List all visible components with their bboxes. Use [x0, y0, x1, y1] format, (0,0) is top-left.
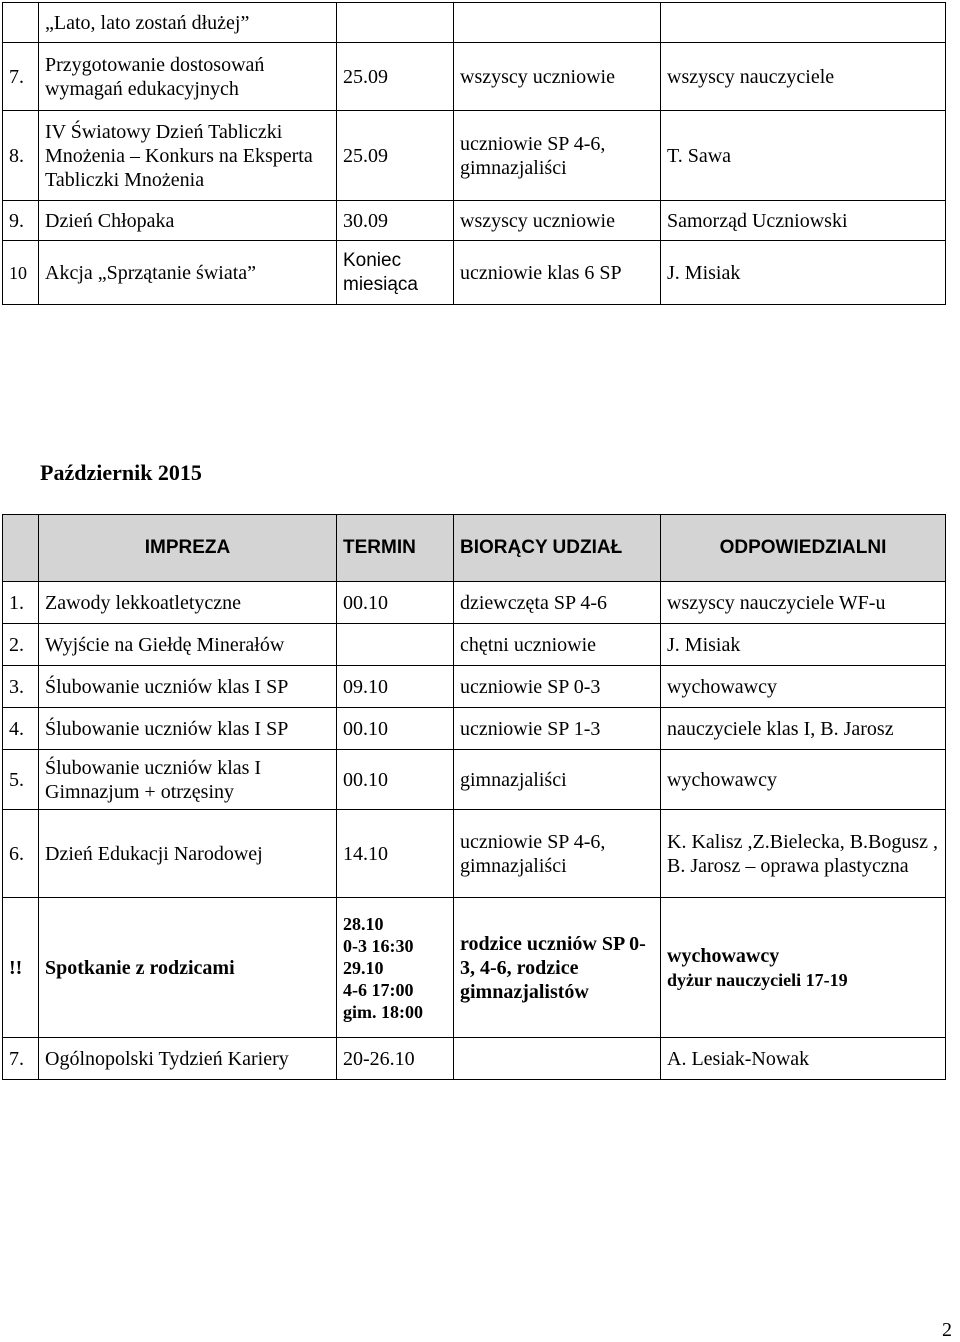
- event-name: Spotkanie z rodzicami: [39, 898, 337, 1038]
- participants: [454, 1038, 661, 1080]
- participants: chętni uczniowie: [454, 624, 661, 666]
- event-name: Akcja „Sprzątanie świata”: [39, 241, 337, 305]
- responsible-note: dyżur nauczycieli 17-19: [667, 969, 848, 990]
- responsible: A. Lesiak-Nowak: [661, 1038, 946, 1080]
- header-participants: BIORĄCY UDZIAŁ: [454, 515, 661, 582]
- row-number: 7.: [3, 1038, 39, 1080]
- meeting-date-2: 29.10: [343, 957, 384, 978]
- meeting-time-3: gim. 18:00: [343, 1001, 423, 1022]
- participants: uczniowie klas 6 SP: [454, 241, 661, 305]
- row-number: !!: [3, 898, 39, 1038]
- event-date: 14.10: [337, 810, 454, 898]
- row-number: 7.: [3, 43, 39, 111]
- responsible: [661, 898, 946, 1038]
- table-row: [3, 666, 946, 708]
- table-row: [3, 708, 946, 750]
- row-number: 4.: [3, 708, 39, 750]
- responsible: Samorząd Uczniowski: [661, 201, 946, 241]
- event-date: 00.10: [337, 708, 454, 750]
- responsible: [661, 3, 946, 43]
- event-name: IV Światowy Dzień Tabliczki Mnożenia – Konkurs na Eksperta Tabliczki Mnożenia: [39, 111, 337, 201]
- responsible: T. Sawa: [661, 111, 946, 201]
- row-number: 1.: [3, 582, 39, 624]
- responsible: wychowawcy: [661, 750, 946, 810]
- event-date: [337, 3, 454, 43]
- table-row: [3, 43, 946, 111]
- table-row: [3, 624, 946, 666]
- responsible: J. Misiak: [661, 624, 946, 666]
- responsible: nauczyciele klas I, B. Jarosz: [661, 708, 946, 750]
- table-row: [3, 750, 946, 810]
- participants: wszyscy uczniowie: [454, 43, 661, 111]
- event-date: 25.09: [337, 111, 454, 201]
- row-number: 6.: [3, 810, 39, 898]
- participants: [454, 3, 661, 43]
- responsible: J. Misiak: [661, 241, 946, 305]
- event-date: Koniec miesiąca: [337, 241, 454, 305]
- september-table: [2, 2, 946, 305]
- participants: uczniowie SP 0-3: [454, 666, 661, 708]
- event-name: Ślubowanie uczniów klas I SP: [39, 666, 337, 708]
- table-row: [3, 3, 946, 43]
- responsible: K. Kalisz ,Z.Bielecka, B.Bogusz , B. Jarosz – oprawa plastyczna: [661, 810, 946, 898]
- event-date: 09.10: [337, 666, 454, 708]
- page-number: 2: [942, 1319, 952, 1341]
- event-date: 20-26.10: [337, 1038, 454, 1080]
- table-row: [3, 241, 946, 305]
- row-number: 9.: [3, 201, 39, 241]
- responsible-main: wychowawcy: [667, 944, 780, 967]
- event-name: Przygotowanie dostosowań wymagań edukacyjnych: [39, 43, 337, 111]
- event-name: Ślubowanie uczniów klas I Gimnazjum + otrzęsiny: [39, 750, 337, 810]
- event-name: Dzień Chłopaka: [39, 201, 337, 241]
- row-number: 8.: [3, 111, 39, 201]
- october-table: [2, 514, 946, 1080]
- table-row: [3, 111, 946, 201]
- header-responsible: ODPOWIEDZIALNI: [661, 515, 946, 582]
- participants: uczniowie SP 4-6, gimnazjaliści: [454, 810, 661, 898]
- table-row: [3, 201, 946, 241]
- participants: wszyscy uczniowie: [454, 201, 661, 241]
- participants: rodzice uczniów SP 0-3, 4-6, rodzice gimnazjalistów: [454, 898, 661, 1038]
- table-row: [3, 898, 946, 1038]
- table-row: [3, 1038, 946, 1080]
- event-name: Dzień Edukacji Narodowej: [39, 810, 337, 898]
- event-date: 30.09: [337, 201, 454, 241]
- meeting-date-1: 28.10: [343, 913, 384, 934]
- responsible: wszyscy nauczyciele WF-u: [661, 582, 946, 624]
- event-date: 00.10: [337, 582, 454, 624]
- participants: uczniowie SP 1-3: [454, 708, 661, 750]
- participants: gimnazjaliści: [454, 750, 661, 810]
- event-name: Ślubowanie uczniów klas I SP: [39, 708, 337, 750]
- event-name: Wyjście na Giełdę Minerałów: [39, 624, 337, 666]
- event-date: [337, 898, 454, 1038]
- table-row: [3, 810, 946, 898]
- meeting-time-2: 4-6 17:00: [343, 979, 414, 1000]
- responsible: wychowawcy: [661, 666, 946, 708]
- event-date: 00.10: [337, 750, 454, 810]
- table-row: [3, 582, 946, 624]
- row-number: 2.: [3, 624, 39, 666]
- participants: dziewczęta SP 4-6: [454, 582, 661, 624]
- section-title: Październik 2015: [40, 460, 202, 485]
- row-number: 10: [3, 241, 39, 305]
- event-name: Ogólnopolski Tydzień Kariery: [39, 1038, 337, 1080]
- event-name: Zawody lekkoatletyczne: [39, 582, 337, 624]
- header-row: [3, 515, 946, 582]
- responsible: wszyscy nauczyciele: [661, 43, 946, 111]
- header-event: IMPREZA: [39, 515, 337, 582]
- header-date: TERMIN: [337, 515, 454, 582]
- event-date: [337, 624, 454, 666]
- row-number: [3, 3, 39, 43]
- event-date: 25.09: [337, 43, 454, 111]
- meeting-time-1: 0-3 16:30: [343, 935, 414, 956]
- row-number: 3.: [3, 666, 39, 708]
- row-number: 5.: [3, 750, 39, 810]
- event-name: „Lato, lato zostań dłużej”: [39, 3, 337, 43]
- participants: uczniowie SP 4-6, gimnazjaliści: [454, 111, 661, 201]
